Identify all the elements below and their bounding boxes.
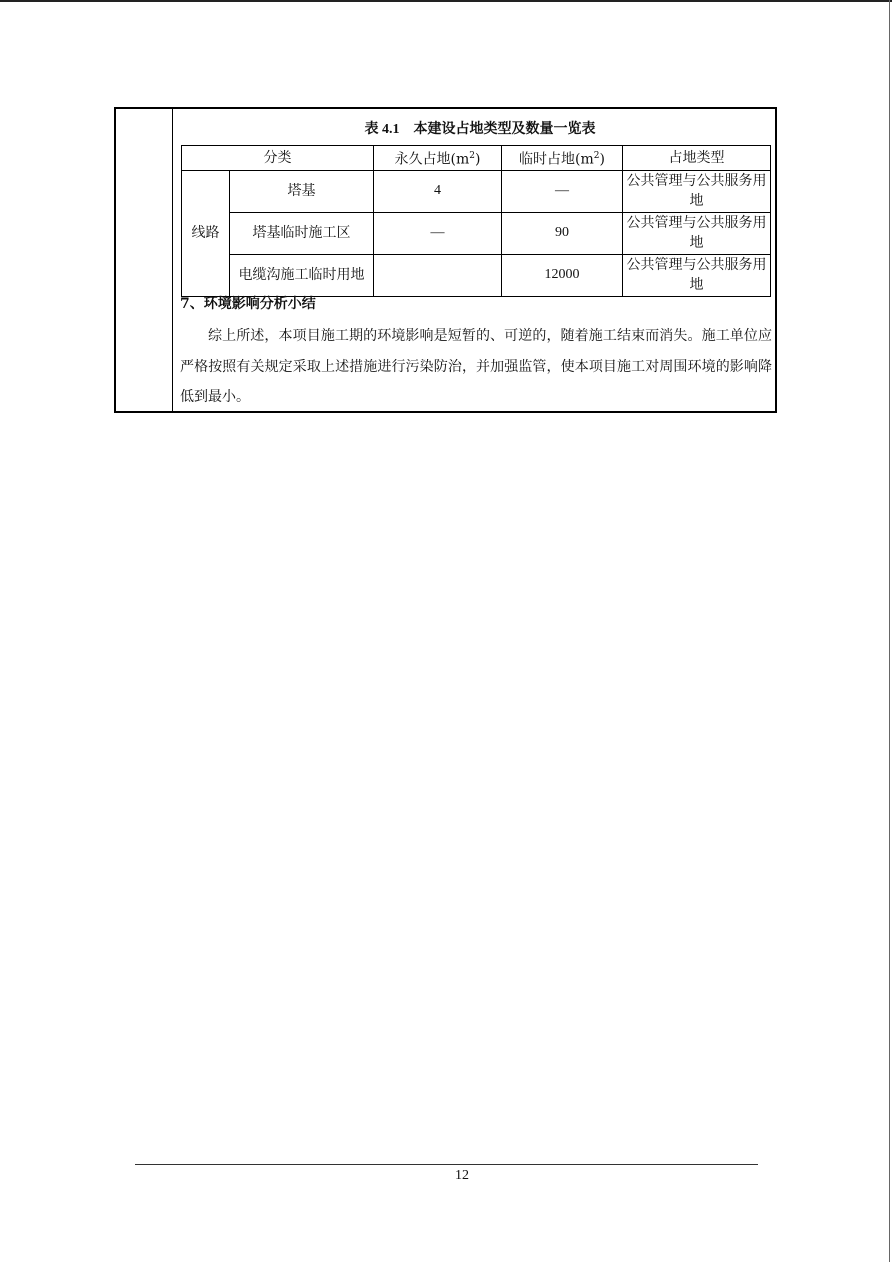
permanent-cell: — — [374, 212, 502, 254]
group-label-cell: 线路 — [182, 170, 230, 296]
item-cell: 电缆沟施工临时用地 — [230, 254, 374, 296]
item-cell: 塔基临时施工区 — [230, 212, 374, 254]
table-row — [182, 254, 771, 296]
land-type-cell: 公共管理与公共服务用地 — [623, 170, 771, 212]
table-caption-title: 本建设占地类型及数量一览表 — [413, 121, 596, 137]
section-title: 7、环境影响分析小结 — [180, 296, 316, 312]
header-permanent: 永久占地$(m^2)$ — [374, 146, 502, 171]
form-frame — [114, 107, 777, 413]
table-row — [182, 170, 771, 212]
summary-paragraph: 综上所述，本项目施工期的环境影响是短暂的、可逆的，随着施工结束而消失。施工单位应严格按照有关规定采取上述措施进行污染防治，并加强监管，使本项目施工对周围环境的影响降低到最小。 — [180, 328, 772, 405]
temporary-cell: 12000 — [502, 254, 623, 296]
table-caption — [180, 118, 780, 138]
temporary-cell: 90 — [502, 212, 623, 254]
land-type-cell: 公共管理与公共服务用地 — [623, 212, 771, 254]
form-label-column — [116, 109, 173, 411]
page-number: 12 — [455, 1168, 469, 1183]
header-category: 分类 — [182, 146, 374, 171]
right-border-line — [889, 0, 890, 1262]
table-caption-number: 表 4.1 — [364, 122, 400, 137]
footer-divider — [135, 1164, 758, 1165]
header-temporary: 临时占地$(m^2)$ — [502, 146, 623, 171]
land-type-cell: 公共管理与公共服务用地 — [623, 254, 771, 296]
top-border-line — [0, 0, 892, 2]
permanent-cell: 4 — [374, 170, 502, 212]
item-cell: 塔基 — [230, 170, 374, 212]
table-row — [182, 212, 771, 254]
land-use-table — [181, 145, 771, 297]
header-land-type: 占地类型 — [623, 146, 771, 171]
temporary-cell: — — [502, 170, 623, 212]
table-header-row — [182, 146, 771, 171]
permanent-cell — [374, 254, 502, 296]
